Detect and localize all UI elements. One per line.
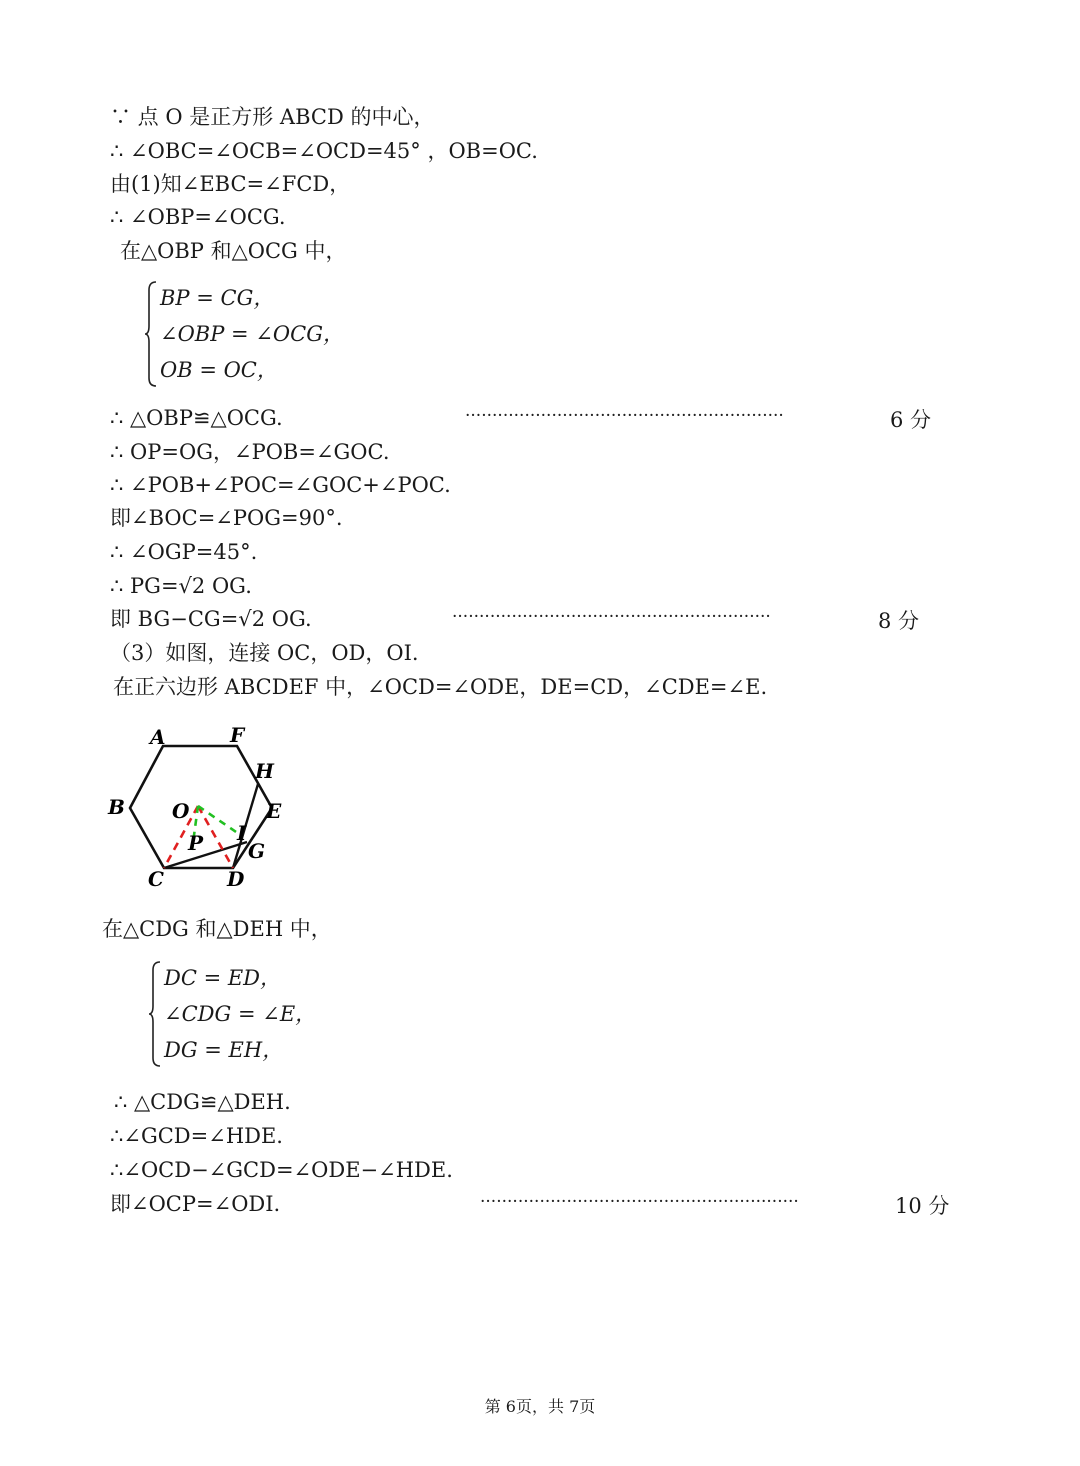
line-4: ∴ ∠OBP=∠OCG. [110,205,286,229]
line-13: （3）如图，连接 OC，OD，OI. [110,641,419,665]
left-brace-icon [144,280,158,388]
segment-oi [198,806,242,836]
system-1-row-1: BP = CG， [160,286,275,310]
label-b: B [108,795,125,819]
dot-leader-3: ··························································· [480,1192,799,1212]
line-8: ∴ ∠POB+∠POC=∠GOC+∠POC. [110,473,451,497]
label-g: G [248,839,266,863]
line-1: ∵ 点 O 是正方形 ABCD 的中心， [110,105,435,129]
label-a: A [150,725,166,749]
line-11: ∴ PG=√2 OG. [110,574,252,598]
line-9: 即∠BOC=∠POG=90°. [110,506,343,530]
score-10: 10 分 [895,1194,950,1218]
score-8: 8 分 [878,609,920,633]
system-1-row-3: OB = OC， [160,358,278,382]
line-12: 即 BG−CG=√2 OG. [110,607,312,631]
left-brace-icon [148,960,162,1068]
label-i: I [237,821,247,845]
line-17: ∴∠GCD=∠HDE. [110,1124,283,1148]
hexagon-figure [100,722,300,892]
line-15: 在△CDG 和△DEH 中， [102,917,332,941]
line-3: 由(1)知∠EBC=∠FCD， [110,172,351,196]
system-2-row-3: DG = EH， [164,1038,284,1062]
dot-leader-2: ··························································· [452,607,771,627]
label-f: F [230,723,245,747]
label-o: O [172,799,190,823]
equation-system-2 [164,960,316,1068]
segment-od [198,806,233,868]
dot-leader-1: ··························································· [465,406,784,426]
line-7: ∴ OP=OG，∠POB=∠GOC. [110,440,390,464]
line-5: 在△OBP 和△OCG 中， [120,239,347,263]
page-footer: 第 6页，共 7页 [484,1397,596,1416]
system-2-row-1: DC = ED， [164,966,282,990]
label-p: P [188,831,204,855]
label-c: C [148,867,164,891]
line-6: ∴ △OBP≌△OCG. [110,406,283,430]
label-e: E [266,799,282,823]
system-2-row-2: ∠CDG = ∠E， [164,1002,317,1026]
label-h: H [255,759,274,783]
line-16: ∴ △CDG≌△DEH. [114,1090,291,1114]
score-6: 6 分 [890,408,932,432]
system-1-row-2: ∠OBP = ∠OCG， [160,322,344,346]
line-18: ∴∠OCD−∠GCD=∠ODE−∠HDE. [110,1158,453,1182]
equation-system-1 [160,280,344,388]
line-10: ∴ ∠OGP=45°. [110,540,258,564]
line-14: 在正六边形 ABCDEF 中，∠OCD=∠ODE，DE=CD，∠CDE=∠E. [113,675,768,699]
line-19: 即∠OCP=∠ODI. [110,1192,281,1216]
label-d: D [227,867,245,891]
line-2: ∴ ∠OBC=∠OCB=∠OCD=45° ，OB=OC. [110,139,538,163]
